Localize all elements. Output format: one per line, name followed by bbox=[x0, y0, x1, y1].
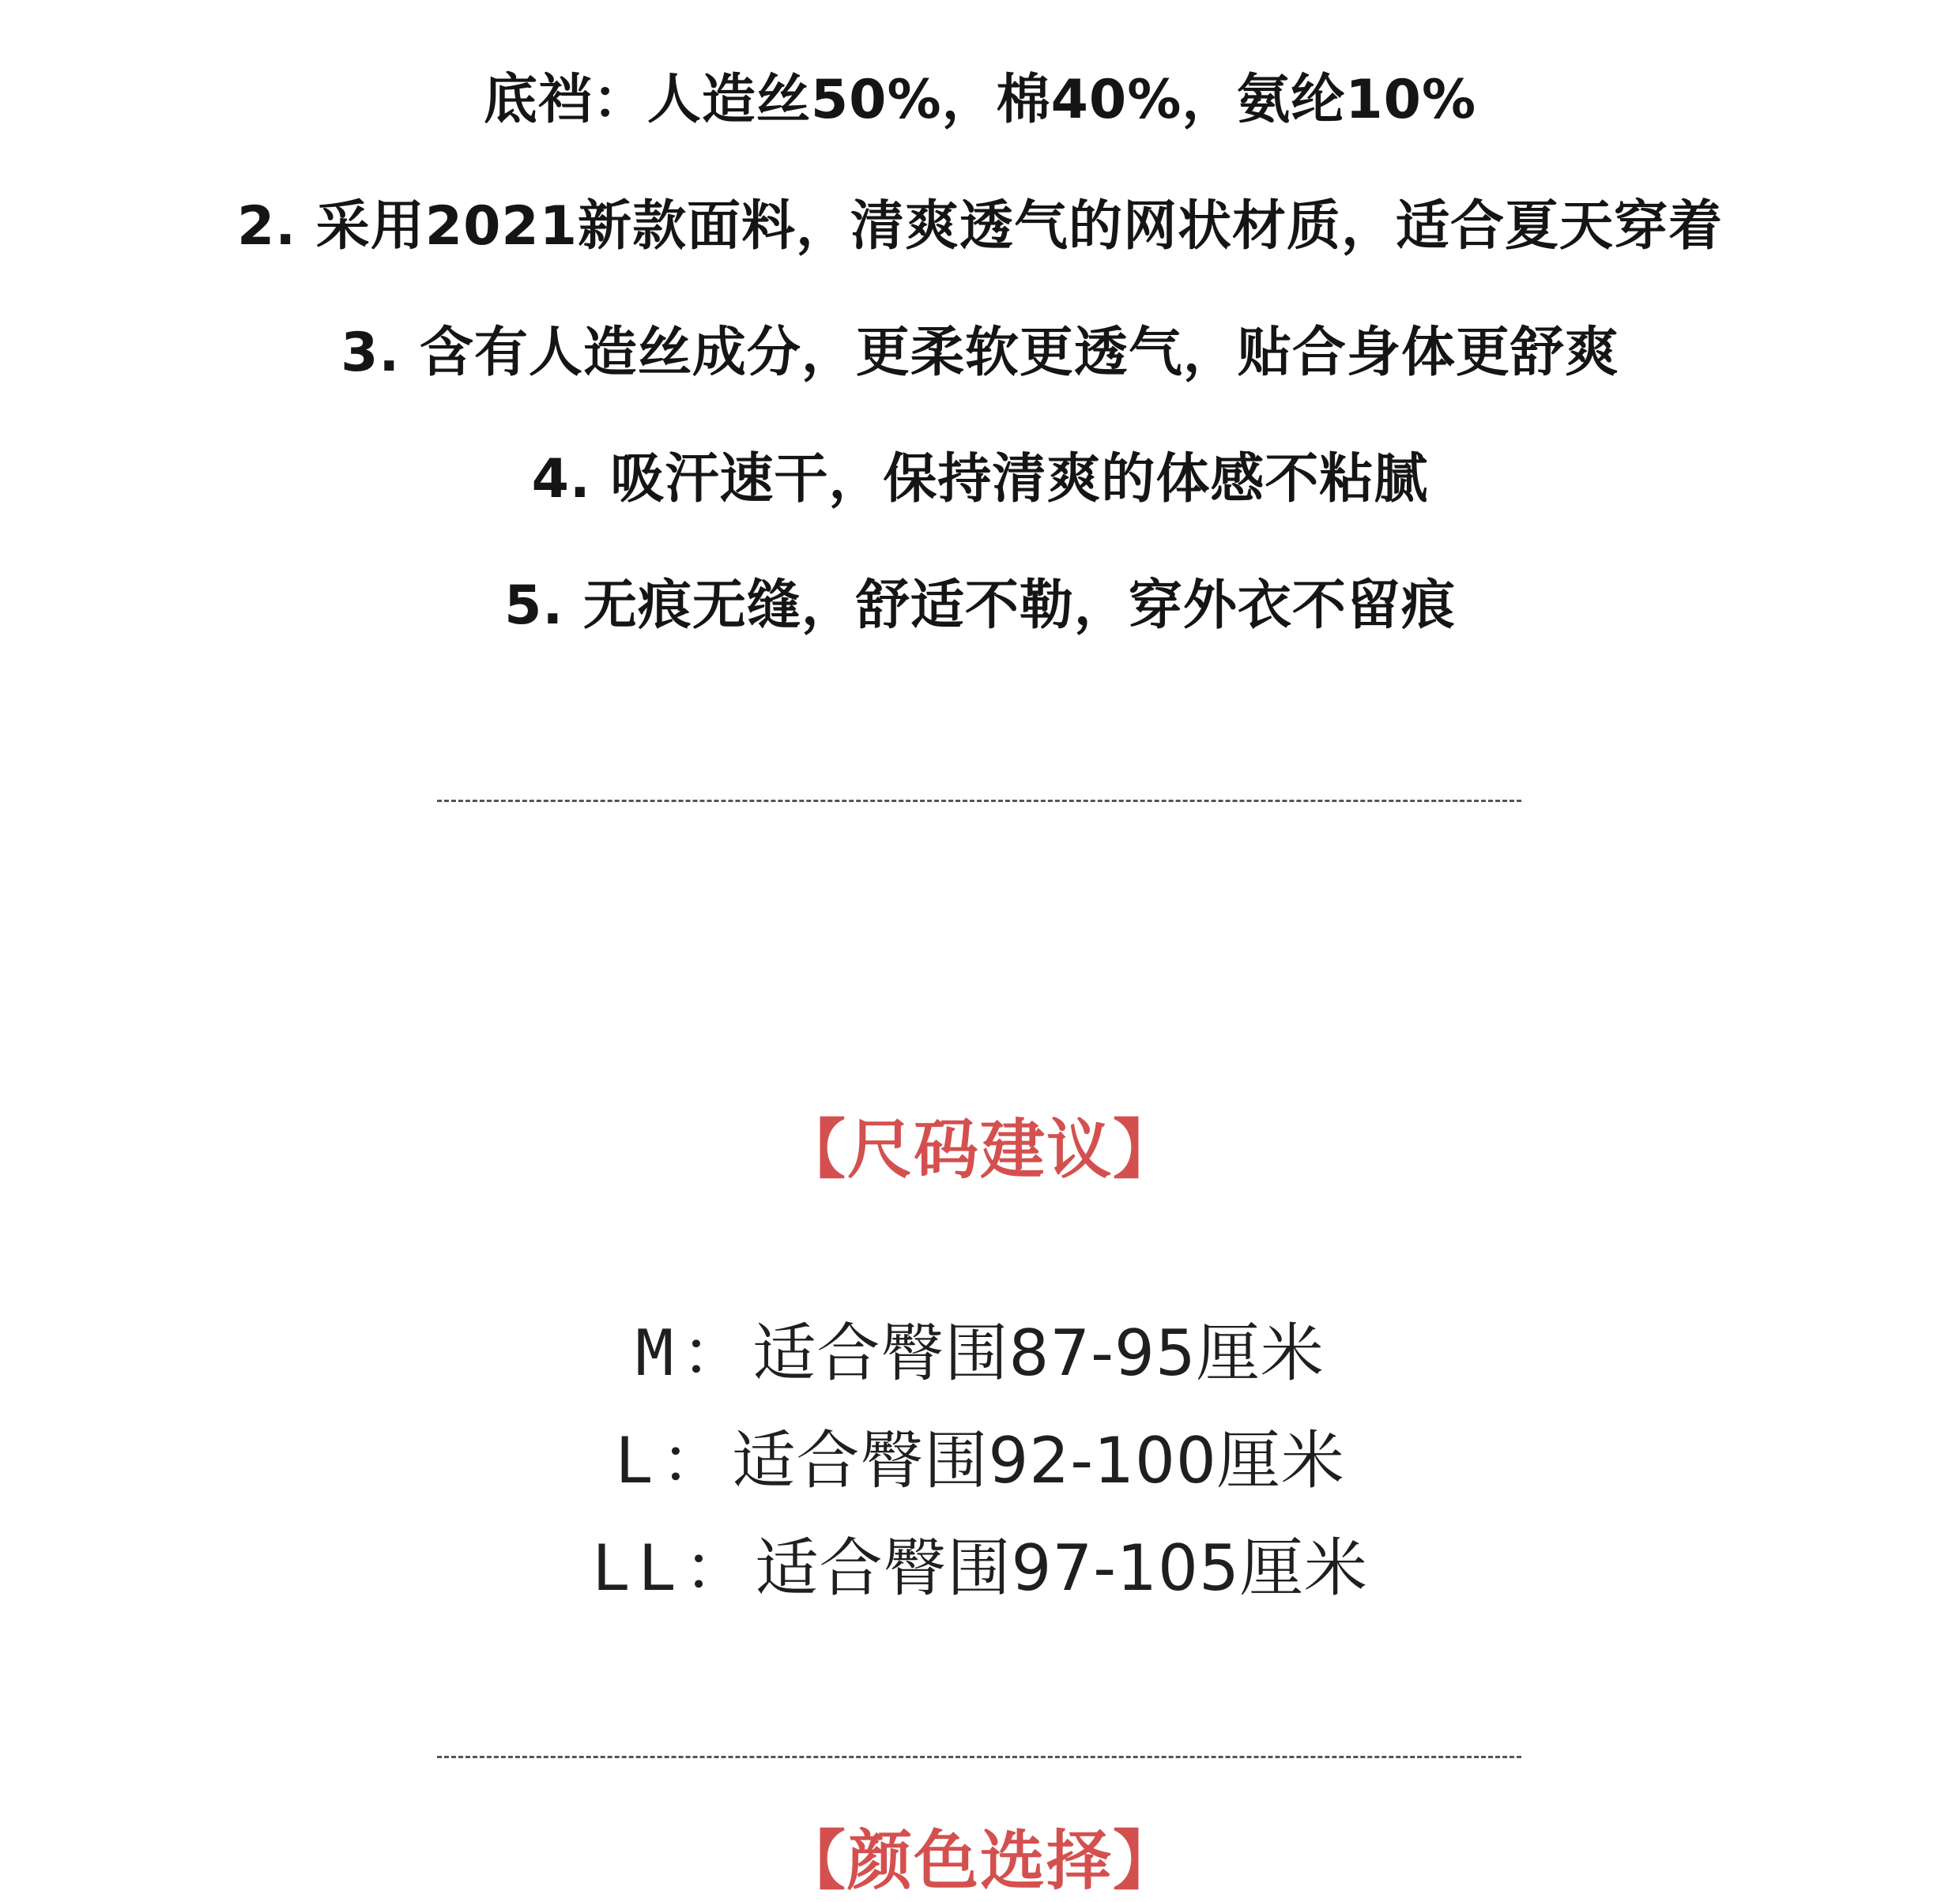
size-row-m bbox=[0, 1302, 1960, 1393]
size-key: M： bbox=[635, 1316, 753, 1390]
feature-item-3: 3. 含有人造丝成分，更柔软更透气，贴合身体更舒爽 bbox=[341, 322, 1619, 384]
feature-item-4: 4. 吸汗速干，保持清爽的体感不粘腻 bbox=[531, 448, 1429, 510]
dashed-divider bbox=[437, 800, 1521, 802]
size-desc: 适合臀围87-95厘米 bbox=[752, 1316, 1325, 1390]
feature-item-2: 2. 采用2021新款面料，清爽透气的网状材质，适合夏天穿着 bbox=[236, 195, 1724, 258]
size-section-title: 【尺码建议】 bbox=[780, 1113, 1179, 1188]
size-key: L： bbox=[615, 1424, 733, 1497]
feature-item-5: 5. 无痕无缝，舒适不勒，穿外衣不留痕 bbox=[504, 574, 1456, 637]
color-section-title: 【颜色选择】 bbox=[780, 1824, 1179, 1899]
feature-fabric-composition: 底裆：人造丝50%，棉40%，氨纶10% bbox=[483, 69, 1477, 131]
size-desc: 适合臀围97-105厘米 bbox=[755, 1531, 1368, 1605]
size-desc: 适合臀围92-100厘米 bbox=[732, 1424, 1345, 1497]
size-key: LL： bbox=[592, 1531, 756, 1605]
dashed-divider bbox=[437, 1756, 1521, 1758]
size-row-ll bbox=[0, 1517, 1960, 1608]
size-row-l bbox=[0, 1410, 1960, 1501]
